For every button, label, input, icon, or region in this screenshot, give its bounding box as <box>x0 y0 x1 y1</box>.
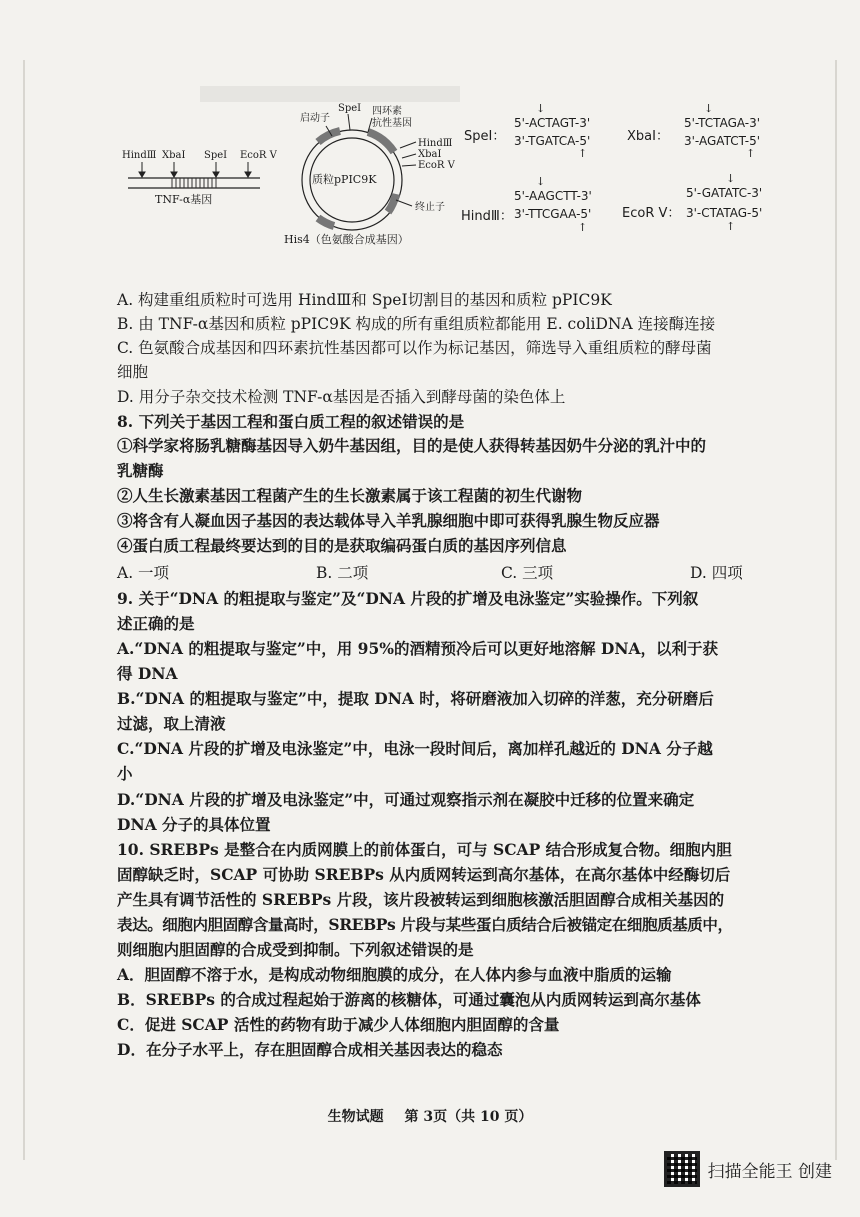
enzyme-xbai-name: XbaⅠ： <box>627 129 669 144</box>
insert-gene-label: TNF-α基因 <box>155 193 213 206</box>
q8-option-d: D. 四项 <box>690 564 743 582</box>
q10-stem-3: 产生具有调节活性的 SREBPs 片段，该片段被转运到细胞核激活胆固醇合成相关基因的 <box>117 890 725 909</box>
enzyme-spei-top: 5'-ACTAGT-3' <box>514 116 591 130</box>
cut-arrow-up-icon: ↑ <box>578 221 588 234</box>
bleed-through <box>200 86 460 102</box>
plasmid-site-ecorv: EcoR Ⅴ <box>418 160 455 171</box>
q9-option-d: D.“DNA 片段的扩增及电泳鉴定”中，可通过观察指示剂在凝胶中迁移的位置来确定 <box>117 790 695 809</box>
footer-page-number: 第 3页（共 10 页） <box>404 1109 533 1125</box>
plasmid-his4: His4（色氨酸合成基因） <box>284 233 409 246</box>
enzyme-ecorv-bottom: 3'-CTATAG-5' <box>686 206 763 220</box>
q10-option-d: D．在分子水平上，存在胆固醇合成相关基因表达的稳态 <box>117 1040 503 1059</box>
cut-arrow-down-icon: ↓ <box>726 172 736 185</box>
q10-stem-5: 则细胞内胆固醇的合成受到抑制。下列叙述错误的是 <box>117 940 474 959</box>
q8-option-b: B. 二项 <box>316 564 369 582</box>
plasmid-name: 质粒pPIC9K <box>312 173 377 186</box>
plasmid-tet-gene-line2: 抗性基因 <box>372 118 412 129</box>
q10-option-b: B．SREBPs 的合成过程起始于游离的核糖体，可通过囊泡从内质网转运到高尔基体 <box>117 990 701 1009</box>
cut-arrow-down-icon: ↓ <box>704 102 714 115</box>
q7-option-c: C. 色氨酸合成基因和四环素抗性基因都可以作为标记基因，筛选导入重组质粒的酵母菌 <box>117 339 712 357</box>
q10-stem: 10. SREBPs 是整合在内质网膜上的前体蛋白，可与 SCAP 结合形成复合物。细胞内胆 <box>117 840 732 859</box>
enzyme-xbai-bottom: 3'-AGATCT-5' <box>684 134 761 148</box>
page-footer <box>0 1106 860 1126</box>
q7-option-a: A. 构建重组质粒时可选用 HindⅢ和 SpeⅠ切割目的基因和质粒 pPIC9K <box>117 291 612 309</box>
q8-option-a: A. 一项 <box>117 564 170 582</box>
cut-arrow-up-icon: ↑ <box>578 147 588 160</box>
plasmid-terminator: 终止子 <box>415 202 445 213</box>
q7-option-c-cont: 细胞 <box>117 363 149 381</box>
q10-stem-2: 固醇缺乏时，SCAP 可协助 SREBPs 从内质网转运到高尔基体，在高尔基体中经酶切后 <box>117 865 731 884</box>
footer-subject: 生物试题 <box>327 1109 384 1125</box>
cut-arrow-down-icon: ↓ <box>536 102 546 115</box>
enzyme-hindiii-top: 5'-AAGCTT-3' <box>514 189 592 203</box>
q8-stem: 8. 下列关于基因工程和蛋白质工程的叙述错误的是 <box>117 412 465 431</box>
plasmid-site-hindiii: HindⅢ <box>418 138 453 149</box>
q9-stem-cont: 述正确的是 <box>117 614 195 633</box>
q10-option-a: A．胆固醇不溶于水，是构成动物细胞膜的成分，在人体内参与血液中脂质的运输 <box>117 965 672 984</box>
q7-option-b: B. 由 TNF-α基因和质粒 pPIC9K 构成的所有重组质粒都能用 E. coliDNA 连接酶连接 <box>117 315 716 333</box>
insert-site-xbai: XbaⅠ <box>162 150 186 161</box>
enzyme-ecorv-name: EcoR Ⅴ： <box>622 206 681 221</box>
q9-option-a: A.“DNA 的粗提取与鉴定”中，用 95%的酒精预冷后可以更好地溶解 DNA，以利于获 <box>117 639 719 658</box>
plasmid-spe-site: SpeⅠ <box>338 103 362 114</box>
insert-site-ecorv: EcoR Ⅴ <box>240 150 277 161</box>
q8-statement-1-cont: 乳糖酶 <box>117 461 164 480</box>
q9-option-c: C.“DNA 片段的扩增及电泳鉴定”中，电泳一段时间后，离加样孔越近的 DNA 分子越 <box>117 739 713 758</box>
q9-stem: 9. 关于“DNA 的粗提取与鉴定”及“DNA 片段的扩增及电泳鉴定”实验操作。下列叙 <box>117 589 699 608</box>
q7-option-d: D. 用分子杂交技术检测 TNF-α基因是否插入到酵母菌的染色体上 <box>117 388 566 406</box>
q8-option-c: C. 三项 <box>501 564 554 582</box>
plasmid-tet-gene-line1: 四环素 <box>372 106 402 117</box>
q8-statement-3: ③将含有人凝血因子基因的表达载体导入羊乳腺细胞中即可获得乳腺生物反应器 <box>117 511 660 530</box>
q9-option-c-cont: 小 <box>117 764 133 783</box>
cut-arrow-down-icon: ↓ <box>536 175 546 188</box>
insert-site-spei: SpeⅠ <box>204 150 228 161</box>
scanner-watermark <box>664 1151 832 1187</box>
q8-statement-1: ①科学家将肠乳糖酶基因导入奶牛基因组，目的是使人获得转基因奶牛分泌的乳汁中的 <box>117 436 707 455</box>
qr-code-icon <box>664 1151 700 1187</box>
q10-stem-4: 表达。细胞内胆固醇含量高时，SREBPs 片段与某些蛋白质结合后被锚定在细胞质基质中， <box>117 915 733 934</box>
enzyme-hindiii-bottom: 3'-TTCGAA-5' <box>514 207 592 221</box>
plasmid-site-xbai: XbaⅠ <box>418 149 442 160</box>
q10-option-c: C．促进 SCAP 活性的药物有助于减少人体细胞内胆固醇的含量 <box>117 1015 560 1034</box>
q8-statement-2: ②人生长激素基因工程菌产生的生长激素属于该工程菌的初生代谢物 <box>117 486 583 505</box>
plasmid-promoter: 启动子 <box>300 113 330 124</box>
insert-site-hindiii: HindⅢ <box>122 150 157 161</box>
q8-statement-4: ④蛋白质工程最终要达到的目的是获取编码蛋白质的基因序列信息 <box>117 536 567 555</box>
watermark-text: 扫描全能王 创建 <box>707 1161 832 1182</box>
enzyme-xbai-top: 5'-TCTAGA-3' <box>684 116 761 130</box>
enzyme-hindiii-name: HindⅢ： <box>461 209 513 224</box>
cut-arrow-up-icon: ↑ <box>726 220 736 233</box>
q9-option-a-cont: 得 DNA <box>117 664 178 683</box>
q9-option-b: B.“DNA 的粗提取与鉴定”中，提取 DNA 时，将研磨液加入切碎的洋葱，充分研磨后 <box>117 689 714 708</box>
enzyme-ecorv-top: 5'-GATATC-3' <box>686 186 763 200</box>
q9-option-d-cont: DNA 分子的具体位置 <box>117 815 271 834</box>
enzyme-spei-bottom: 3'-TGATCA-5' <box>514 134 591 148</box>
q9-option-b-cont: 过滤，取上清液 <box>117 714 226 733</box>
cut-arrow-up-icon: ↑ <box>746 147 756 160</box>
enzyme-spei-name: SpeⅠ： <box>464 129 506 144</box>
